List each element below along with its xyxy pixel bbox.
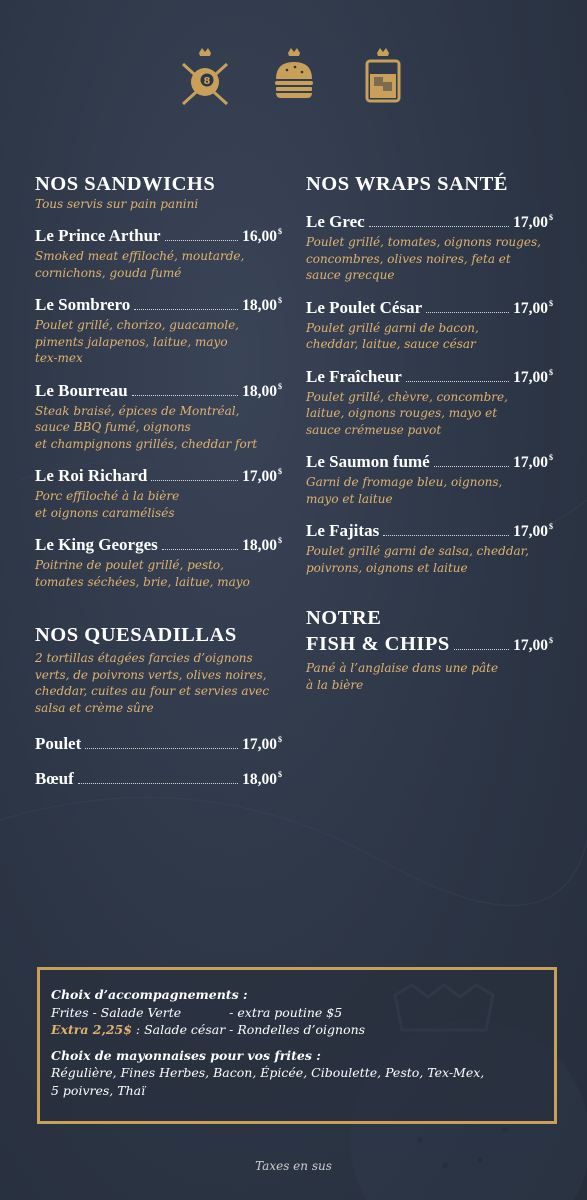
item-name: Poulet <box>35 734 82 753</box>
item-name: Bœuf <box>35 769 74 788</box>
menu-item <box>306 208 553 284</box>
menu-item <box>35 222 282 281</box>
item-description: Poulet grillé, tomates, oignons rouges, concombres, olives noires, feta et sauce grecque <box>306 235 541 282</box>
sides-box <box>37 967 557 1124</box>
item-description: Poitrine de poulet grillé, pesto, tomates séchées, brie, laitue, mayo <box>35 558 250 589</box>
item-price: 17,00$ <box>513 453 553 471</box>
item-price: 17,00$ <box>513 213 553 231</box>
accompaniments-title: Choix d’accompagnements : <box>51 987 248 1002</box>
menu-item <box>306 448 553 507</box>
item-name: Le Fajitas <box>306 521 380 540</box>
item-description: Steak braisé, épices de Montréal, sauce BBQ fumé, oignons et champignons grillés, cheddar fort <box>35 403 258 451</box>
item-price: 18,00$ <box>242 381 282 400</box>
fish-title-line1: NOTRE <box>306 607 382 629</box>
leader-dots <box>434 466 509 467</box>
taxes-note: Taxes en sus <box>255 1159 332 1173</box>
extra-price: Extra 2,25$ <box>51 1022 132 1037</box>
mayo-line: Régulière, Fines Herbes, Bacon, Épicée, Ciboulette, Pesto, Tex-Mex, <box>51 1065 485 1080</box>
sandwiches-subtitle: Tous servis sur pain panini <box>35 197 199 211</box>
item-price: 17,00$ <box>513 298 553 317</box>
leader-dots <box>132 395 238 396</box>
menu-item <box>35 531 282 590</box>
menu-item <box>306 363 553 439</box>
wraps-title: NOS WRAPS SANTÉ <box>306 173 508 195</box>
menu-item <box>35 462 282 521</box>
item-name: Le Bourreau <box>35 380 128 400</box>
leader-dots <box>78 783 238 784</box>
item-name: Le Sombrero <box>35 295 131 314</box>
billiard-ball-crossed-cues-icon <box>180 44 230 106</box>
fish-title-line2: FISH & CHIPS <box>306 633 450 655</box>
burger-icon <box>269 44 319 106</box>
item-name: Le King Georges <box>35 535 158 554</box>
item-price: 17,00$ <box>242 735 282 753</box>
item-price: 17,00$ <box>513 367 553 386</box>
sandwiches-title: NOS SANDWICHS <box>35 173 216 195</box>
accompaniments-line: Frites - Salade Verte - extra poutine $5 <box>51 1004 343 1020</box>
leader-dots <box>369 226 509 227</box>
leader-dots <box>383 535 509 536</box>
item-description: Porc effiloché à la bière et oignons caramélisés <box>35 489 180 520</box>
leader-dots <box>426 312 509 313</box>
item-description: Poulet grillé garni de salsa, cheddar, poivrons, oignons et laitue <box>306 544 529 575</box>
svg-text:8: 8 <box>203 76 211 87</box>
sides-box-content <box>51 986 551 1099</box>
quesadillas-description: 2 tortillas étagées farcies d’oignons verts, de poivrons verts, olives noires, cheddar, cuites au four et servies avec salsa et crème sûre <box>35 651 270 715</box>
item-name: Le Prince Arthur <box>35 226 161 245</box>
item-description: Smoked meat effiloché, moutarde, cornichons, gouda fumé <box>35 249 245 280</box>
right-column <box>306 172 553 693</box>
item-price: 17,00$ <box>513 522 553 540</box>
left-column <box>35 172 282 790</box>
leader-dots <box>406 381 509 382</box>
item-price: 17,00$ <box>513 636 553 654</box>
item-description: Poulet grillé, chorizo, guacamole, piments jalapenos, laitue, mayo tex-mex <box>35 318 239 365</box>
item-price: 18,00$ <box>242 296 282 314</box>
item-price: 16,00$ <box>242 227 282 245</box>
extra-line: Extra 2,25$ : Salade césar - Rondelles d’oignons <box>51 1022 366 1037</box>
whisky-glass-icon <box>358 44 408 106</box>
menu-item <box>35 291 282 367</box>
item-name: Le Fraîcheur <box>306 366 402 386</box>
item-price: 17,00$ <box>242 467 282 485</box>
leader-dots <box>162 549 238 550</box>
fish-description: Pané à l’anglaise dans une pâte à la bière <box>306 661 499 692</box>
item-description: Poulet grillé, chèvre, concombre, laitue, oignons rouges, mayo et sauce crémeuse pavot <box>306 389 508 437</box>
leader-dots <box>85 748 238 749</box>
mayo-line: 5 poivres, Thaï <box>51 1082 146 1098</box>
menu-item <box>35 765 282 790</box>
item-description: Poulet grillé garni de bacon, cheddar, laitue, sauce césar <box>306 320 479 351</box>
item-name: Le Poulet César <box>306 297 423 317</box>
item-price: 18,00$ <box>242 536 282 554</box>
leader-dots <box>134 309 238 310</box>
menu-item <box>35 730 282 755</box>
fish-chips-section <box>306 608 553 693</box>
quesadillas-title: NOS QUESADILLAS <box>35 624 237 646</box>
item-name: Le Grec <box>306 212 365 231</box>
mayo-title: Choix de mayonnaises pour vos frites : <box>51 1047 321 1063</box>
item-name: Le Saumon fumé <box>306 452 430 471</box>
item-price: 18,00$ <box>242 770 282 788</box>
leader-dots <box>454 649 509 650</box>
menu-item <box>306 517 553 576</box>
fish-title-row <box>306 629 553 657</box>
item-description: Garni de fromage bleu, oignons, mayo et laitue <box>306 475 503 506</box>
leader-dots <box>151 480 238 481</box>
item-name: Le Roi Richard <box>35 466 148 485</box>
menu-item <box>306 294 553 353</box>
top-icons <box>0 44 587 114</box>
leader-dots <box>165 240 239 241</box>
menu-item <box>35 377 282 453</box>
